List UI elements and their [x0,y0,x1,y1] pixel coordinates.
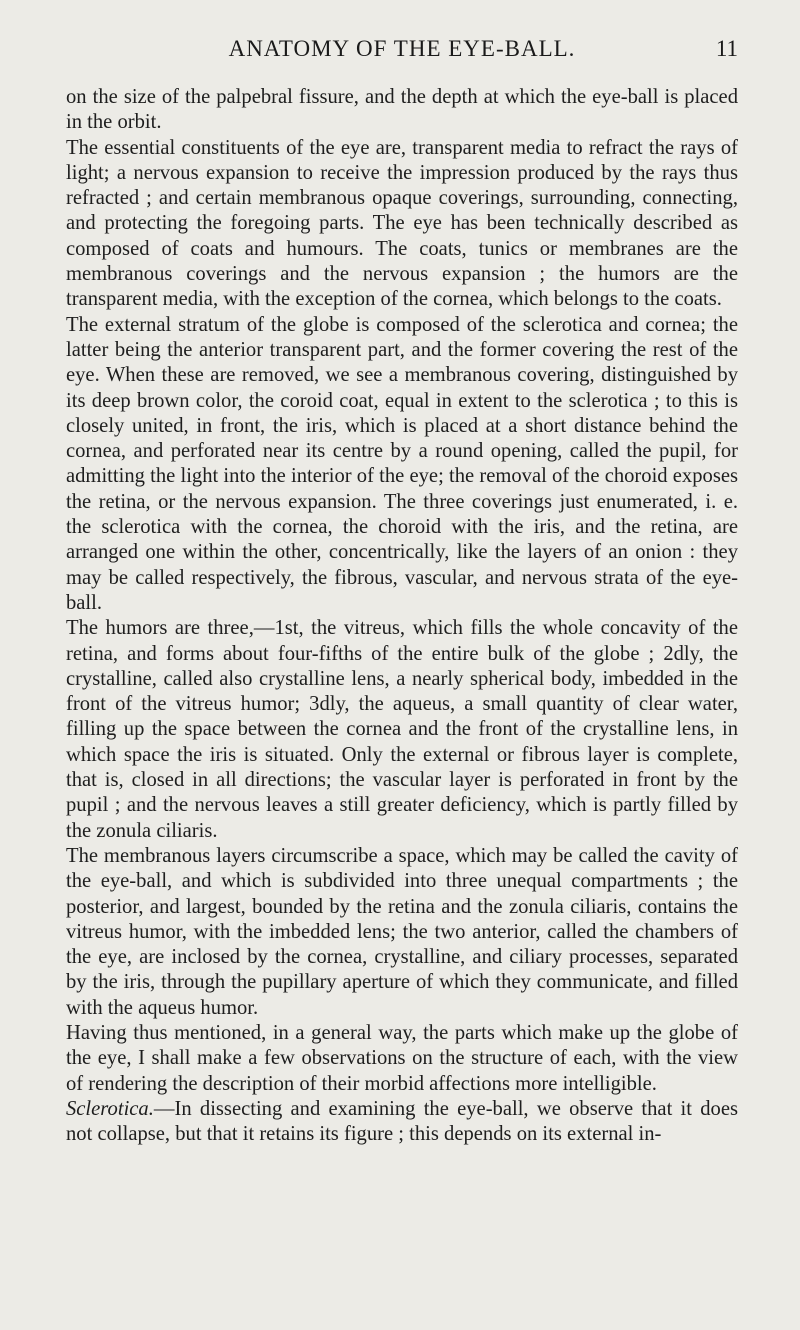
paragraph: Having thus mentioned, in a general way, the parts which make up the globe of the eye, I shall make a few observations on the structure of each, with the view of rendering the description of their morbid affections more intelligible. [66,1021,738,1095]
running-head-title: ANATOMY OF THE EYE-BALL. [228,36,576,61]
body-text [66,85,738,1147]
page-number: 11 [715,36,738,61]
running-head [66,32,738,66]
section-heading-sclerotica: Sclerotica. [66,1097,154,1120]
section-paragraph-text: —In dissecting and examining the eye-ball, we observe that it does not collapse, but that it retains its figure ; this depends on its external in- [66,1097,738,1146]
paragraph: The external stratum of the globe is composed of the sclerotica and cornea; the latter being the anterior transparent part, and the former covering the rest of the eye. When these are removed, we see a membranous covering, distinguished by its deep brown color, the coroid coat, equal in extent to the sclerotica ; to this is closely united, in front, the iris, which is placed at a short distance behind the cornea, and perforated near its centre by a round opening, called the pupil, for admitting the light into the interior of the eye; the removal of the choroid exposes the retina, or the nervous expansion. The three coverings just enumerated, i. e. the sclerotica with the cornea, the choroid with the iris, and the retina, are arranged one within the other, concentrically, like the layers of an onion : they may be called respectively, the fibrous, vascular, and nervous strata of the eye-ball. [66,313,738,614]
paragraph: on the size of the palpebral fissure, and the depth at which the eye-ball is placed in the orbit. [66,86,738,134]
paragraph: The membranous layers circumscribe a space, which may be called the cavity of the eye-ball, and which is subdivided into three unequal compartments ; the posterior, and largest, bounded by the retina and the zonula ciliaris, contains the vitreus humor, with the imbedded lens; the two anterior, called the chambers of the eye, are inclosed by the cornea, crystalline, and ciliary processes, separated by the iris, through the pupillary aperture of which they communicate, and filled with the aqueus humor. [66,844,738,1019]
paragraph: The essential constituents of the eye are, transparent media to refract the rays of light; a nervous expansion to receive the impression produced by the rays thus refracted ; and certain membranous opaque coverings, surrounding, connecting, and protecting the foregoing parts. The eye has been technically described as composed of coats and humours. The coats, tunics or membranes are the membranous coverings and the nervous expansion ; the humors are the transparent media, with the exception of the cornea, which belongs to the coats. [66,136,738,311]
paragraph: The humors are three,—1st, the vitreus, which fills the whole concavity of the retina, and forms about four-fifths of the entire bulk of the globe ; 2dly, the crystalline, called also crystalline lens, a nearly spherical body, imbedded in the front of the vitreus humor; 3dly, the aqueus, a small quantity of clear water, filling up the space between the cornea and the front of the crystalline lens, in which space the iris is situated. Only the external or fibrous layer is complete, that is, closed in all directions; the vascular layer is perforated in front by the pupil ; and the nervous leaves a still greater deficiency, which is partly filled by the zonula ciliaris. [66,617,738,842]
section-paragraph [66,1097,738,1148]
